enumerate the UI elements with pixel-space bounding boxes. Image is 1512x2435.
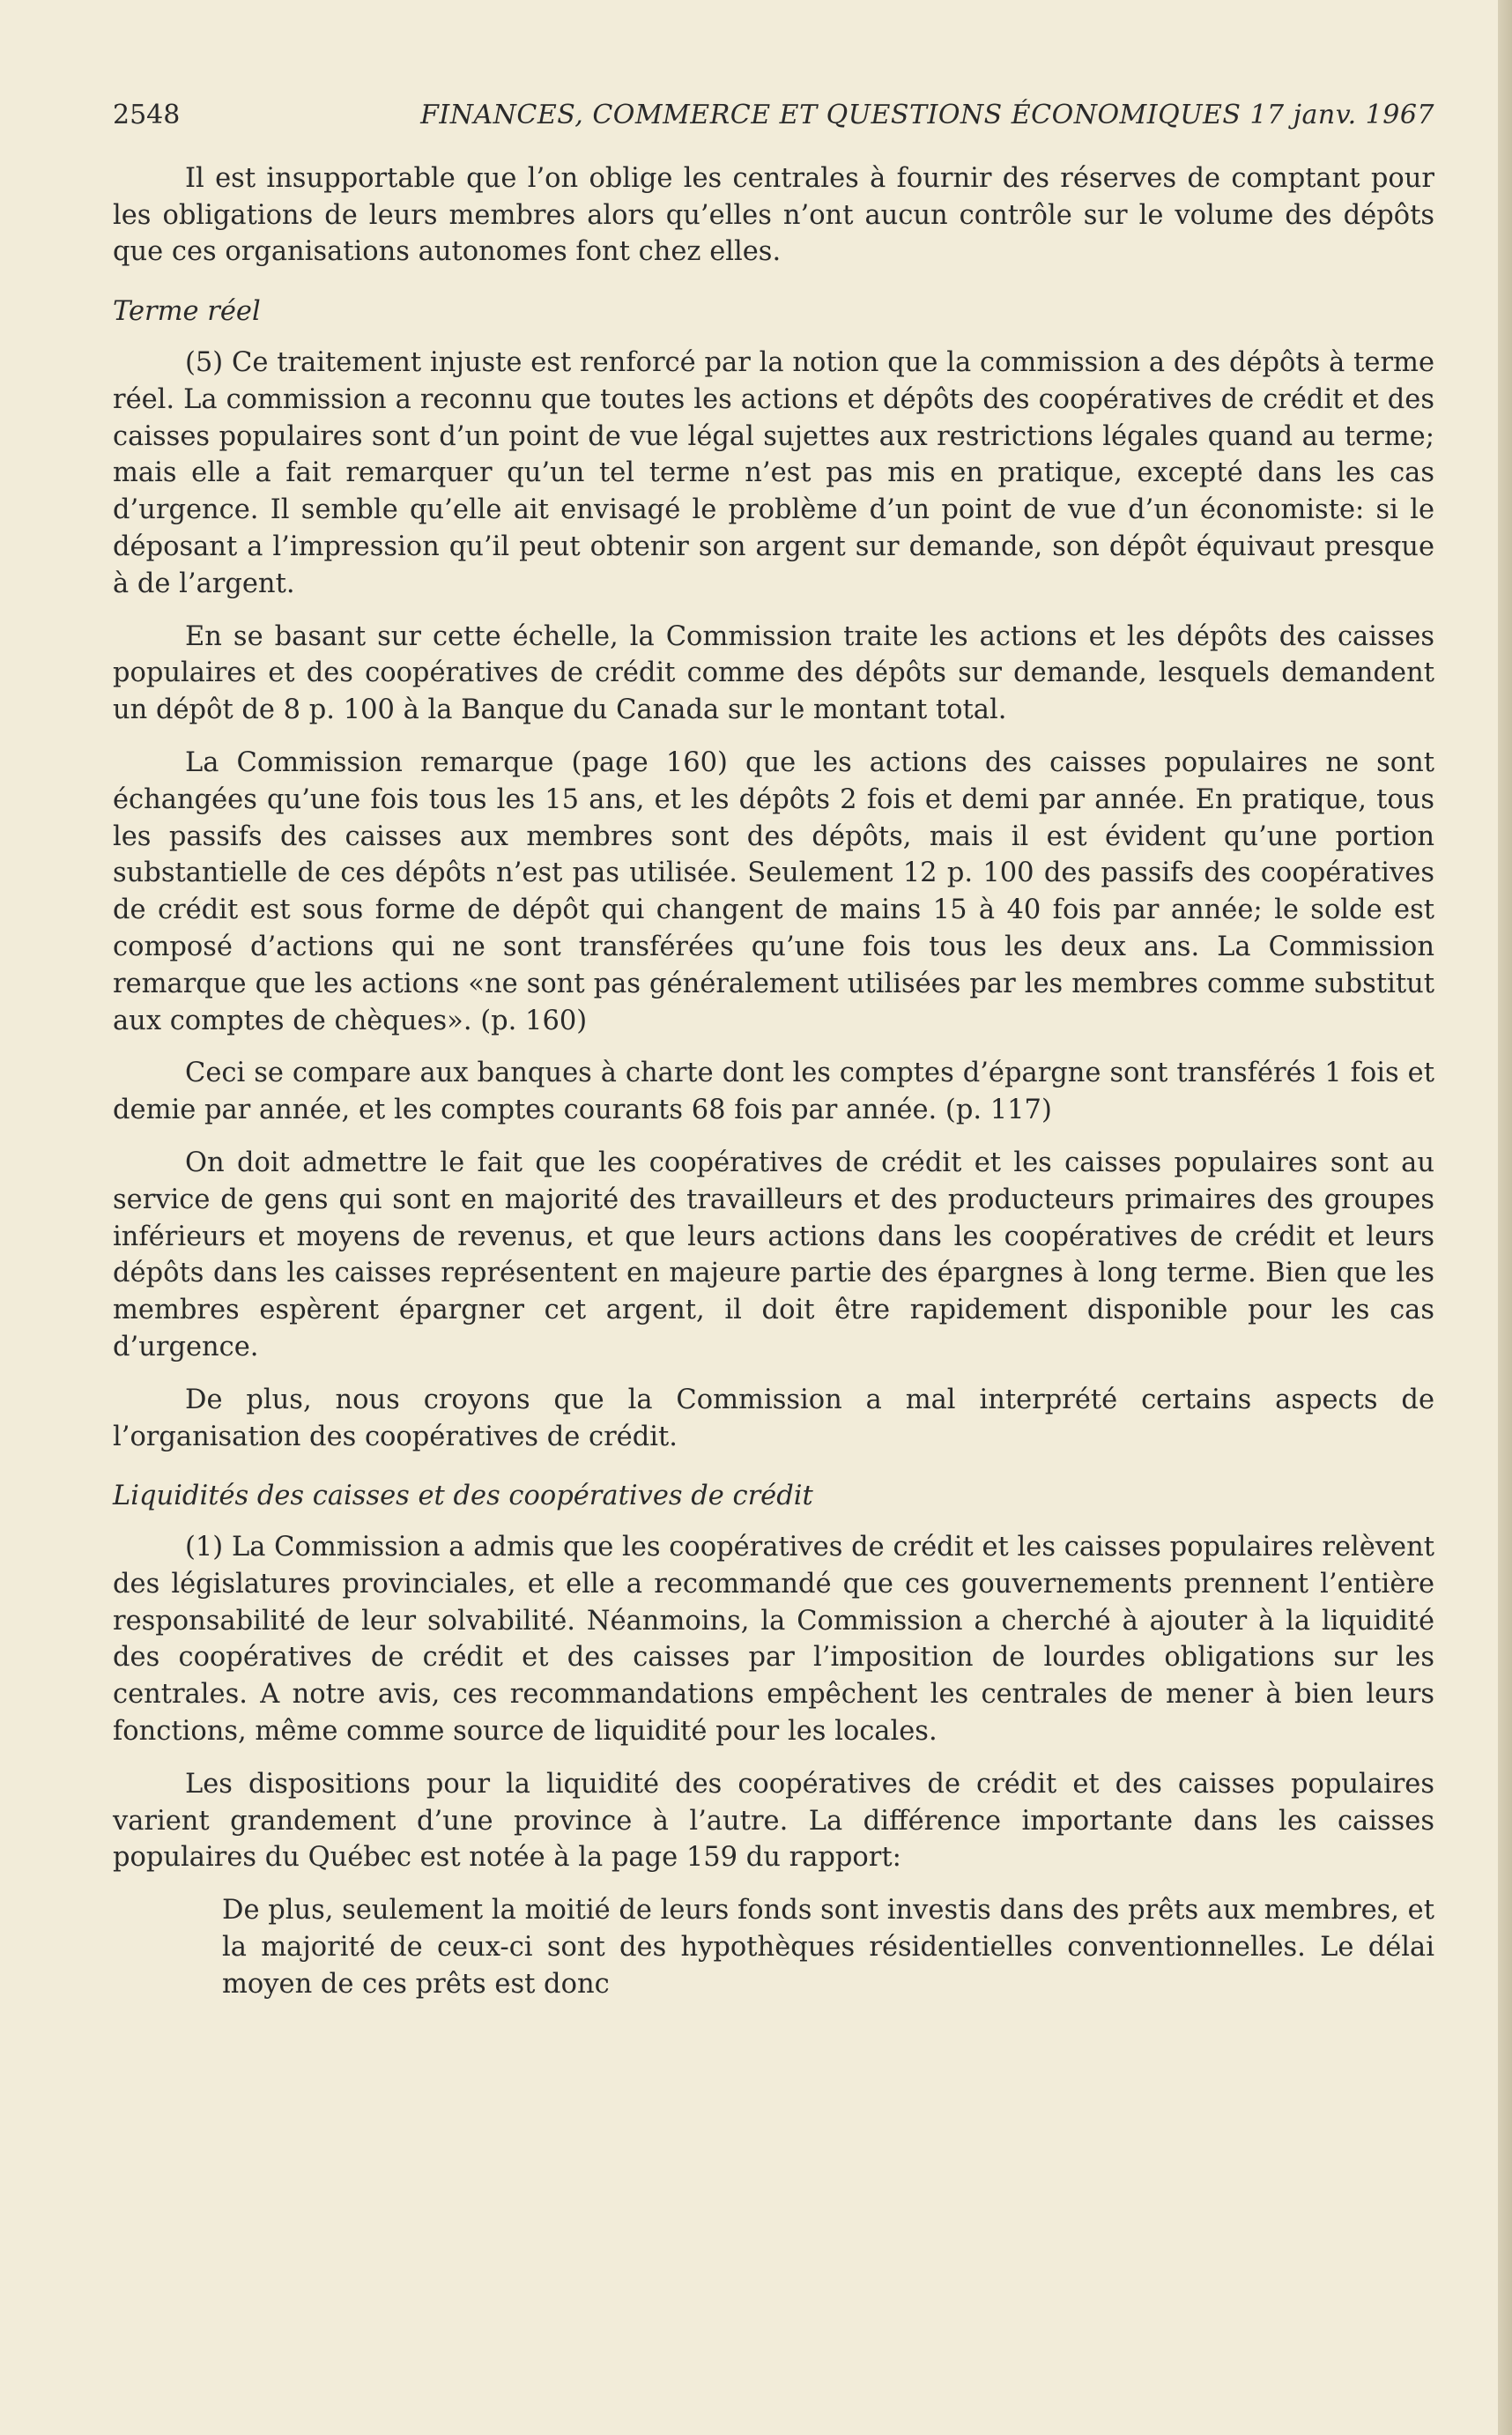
paragraph-3: En se basant sur cette échelle, la Commission traite les actions et les dépôts des caisses populaires et des coopératives de crédit comme des dépôts sur demande, lesquels demandent un dépôt de 8 p. 100 à la Banque du Canada sur le montant total. — [113, 620, 1434, 726]
paragraph-1: Il est insupportable que l’on oblige les centrales à fournir des réserves de comptant pour les obligations de leurs membres alors qu’elles n’ont aucun contrôle sur le volume des dépôts que ces organisations autonomes font chez elles. — [113, 162, 1434, 268]
paragraph-9: Les dispositions pour la liquidité des coopératives de crédit et des caisses populaires varient grandement d’une province à l’autre. La différence importante dans les caisses populaires du Québec est notée à la page 159 du rapport: — [113, 1768, 1434, 1874]
running-title: FINANCES, COMMERCE ET QUESTIONS ÉCONOMIQUES 17 janv. 1967 — [420, 100, 1434, 130]
page-number: 2548 — [113, 100, 181, 130]
paragraph-4: La Commission remarque (page 160) que les actions des caisses populaires ne sont échangées qu’une fois tous les 15 ans, et les dépôts 2 fois et demi par année. En pratique, tous les passifs des caisses aux membres sont des dépôts, mais il est évident qu’une portion substantielle de ces dépôts n’est pas utilisée. Seulement 12 p. 100 des passifs des coopératives de crédit est sous forme de dépôt qui changent de mains 15 à 40 fois par année; le solde est composé d’actions qui ne sont transférées qu’une fois tous les deux ans. La Commission remarque que les actions «ne sont pas généralement utilisées par les membres comme substitut aux comptes de chèques». (p. 160) — [113, 746, 1434, 1036]
section-heading-liquidites: Liquidités des caisses et des coopératives de crédit — [113, 1481, 813, 1512]
running-header — [113, 97, 1434, 134]
paragraph-6: On doit admettre le fait que les coopératives de crédit et les caisses populaires sont au service de gens qui sont en majorité des travailleurs et des producteurs primaires des groupes inférieurs et moyens de revenus, et que leurs actions dans les coopératives de crédit et leurs dépôts dans les caisses représentent en majeure partie des épargnes à long terme. Bien que les membres espèrent épargner cet argent, il doit être rapidement disponible pour les cas d’urgence. — [113, 1147, 1434, 1362]
section-heading-terme-reel: Terme réel — [113, 296, 261, 328]
paragraph-7: De plus, nous croyons que la Commission a mal interprété certains aspects de l’organisation des coopératives de crédit. — [113, 1384, 1434, 1452]
block-quote: De plus, seulement la moitié de leurs fonds sont investis dans des prêts aux membres, et la majorité de ceux-ci sont des hypothèques résidentielles conventionnelles. Le délai moyen de ces prêts est donc — [222, 1895, 1434, 2000]
page-edge-shadow — [1498, 0, 1512, 2435]
page-content — [113, 97, 1434, 2003]
paragraph-2: (5) Ce traitement injuste est renforcé par la notion que la commission a des dépôts à terme réel. La commission a reconnu que toutes les actions et dépôts des coopératives de crédit et des caisses populaires sont d’un point de vue légal sujettes aux restrictions légales quand au terme; mais elle a fait remarquer qu’un tel terme n’est pas mis en pratique, excepté dans les cas d’urgence. Il semble qu’elle ait envisagé le problème d’un point de vue d’un économiste: si le déposant a l’impression qu’il peut obtenir son argent sur demande, son dépôt équivaut presque à de l’argent. — [113, 346, 1434, 599]
paragraph-8: (1) La Commission a admis que les coopératives de crédit et les caisses populaires relèvent des législatures provinciales, et elle a recommandé que ces gouvernements prennent l’entière responsabilité de leur solvabilité. Néanmoins, la Commission a cherché à ajouter à la liquidité des coopératives de crédit et des caisses par l’imposition de lourdes obligations sur les centrales. A notre avis, ces recommandations empêchent les centrales de mener à bien leurs fonctions, même comme source de liquidité pour les locales. — [113, 1532, 1434, 1748]
paragraph-5: Ceci se compare aux banques à charte dont les comptes d’épargne sont transférés 1 fois et demie par année, et les comptes courants 68 fois par année. (p. 117) — [113, 1058, 1434, 1126]
